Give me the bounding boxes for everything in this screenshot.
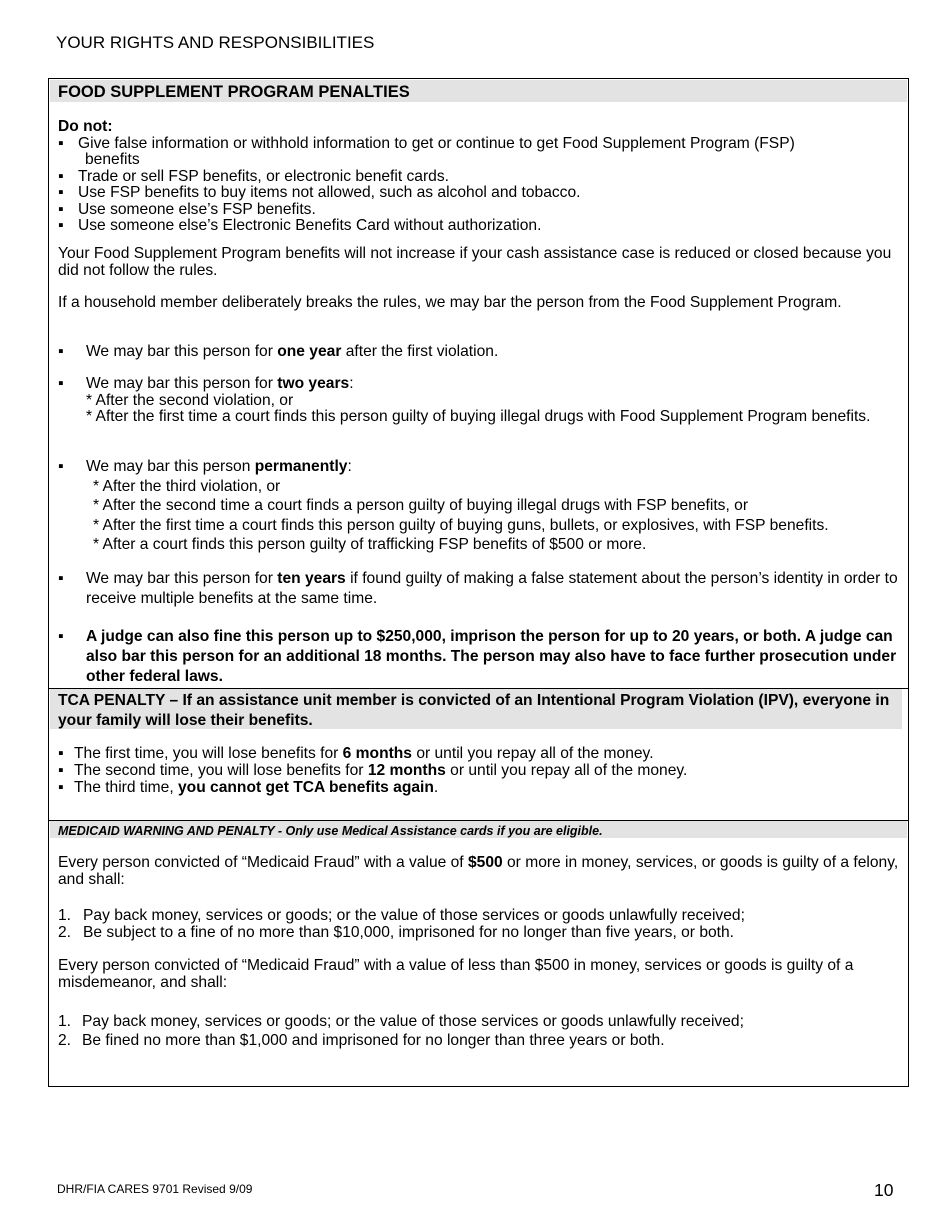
tca-list-block	[58, 745, 902, 796]
medicaid-section-heading: MEDICAID WARNING AND PENALTY - Only use Medical Assistance cards if you are eligible.	[50, 821, 907, 838]
list-item: 2. Be fined no more than $1,000 and imprisoned for no longer than three years or both.	[58, 1032, 665, 1049]
list-item: ▪ Use FSP benefits to buy items not allowed, such as alcohol and tobacco.	[58, 185, 902, 202]
list-item: ▪ Trade or sell FSP benefits, or electronic benefit cards.	[58, 169, 902, 186]
fsp-section-heading: FOOD SUPPLEMENT PROGRAM PENALTIES	[50, 80, 907, 102]
misdemeanor-list	[58, 1012, 902, 1050]
list-item: ▪ The first time, you will lose benefits for 6 months or until you repay all of the money.	[58, 745, 902, 762]
form-id: DHR/FIA CARES 9701 Revised 9/09	[57, 1182, 253, 1196]
list-item: 1. Pay back money, services or goods; or the value of those services or goods unlawfully received;	[58, 1013, 744, 1030]
misdemeanor-paragraph: Every person convicted of “Medicaid Fraud” with a value of less than $500 in money, services or goods is guilty of a misdemeanor, and shall:	[58, 957, 854, 991]
judge-penalty-item: ▪ A judge can also fine this person up to $250,000, imprison the person for up to 20 years, or both. A judge can also bar this person for an additional 18 months. The person may also have to face further prosecution under other federal laws.	[58, 628, 897, 685]
tca-section-heading: TCA PENALTY – If an assistance unit member is convicted of an Intentional Program Violation (IPV), everyone in your family will lose their benefits.	[50, 689, 902, 729]
bar-two-years-item: ▪ We may bar this person for two years: * After the second violation, or * After the first time a court finds this person guilty of buying illegal drugs with Food Supplement Program benefits.	[58, 375, 871, 425]
bar-permanently-item: ▪ We may bar this person permanently: * After the third violation, or * After the second time a court finds a person guilty of buying illegal drugs with FSP benefits, or * After the first time a court finds this person guilty of buying guns, bullets, or explosives, with FSP benefits. * After a court finds this person guilty of trafficking FSP benefits of $500 or more.	[58, 458, 829, 553]
benefits-not-increase-paragraph: Your Food Supplement Program benefits will not increase if your cash assistance case is reduced or closed because you did not follow the rules.	[58, 245, 892, 279]
do-not-label: Do not:	[58, 118, 113, 135]
felony-list	[58, 907, 902, 941]
list-item: ▪ Give false information or withhold information to get or continue to get Food Supplement Program (FSP) benefits	[58, 136, 902, 169]
list-item: 2. Be subject to a fine of no more than $10,000, imprisoned for no longer than five years, or both.	[58, 924, 735, 941]
page-title: YOUR RIGHTS AND RESPONSIBILITIES	[56, 33, 375, 52]
list-item: ▪ Use someone else’s Electronic Benefits Card without authorization.	[58, 218, 902, 235]
felony-paragraph: Every person convicted of “Medicaid Fraud” with a value of $500 or more in money, services, or goods is guilty of a felony, and shall:	[58, 854, 899, 888]
do-not-block	[58, 119, 902, 235]
list-item: ▪ The third time, you cannot get TCA benefits again.	[58, 779, 902, 796]
bar-ten-years-item: ▪ We may bar this person for ten years if found guilty of making a false statement about the person’s identity in order to receive multiple benefits at the same time.	[58, 570, 898, 607]
tca-list	[58, 745, 902, 796]
list-item: 1. Pay back money, services or goods; or the value of those services or goods unlawfully received;	[58, 907, 745, 924]
household-member-paragraph: If a household member deliberately breaks the rules, we may bar the person from the Food Supplement Program.	[58, 294, 842, 311]
list-item: ▪ The second time, you will lose benefits for 12 months or until you repay all of the money.	[58, 762, 902, 779]
do-not-list	[58, 136, 902, 235]
page-number: 10	[874, 1180, 894, 1200]
bar-one-year-item: ▪ We may bar this person for one year after the first violation.	[58, 343, 499, 360]
penalties-frame	[48, 78, 909, 1087]
list-item: ▪ Use someone else’s FSP benefits.	[58, 202, 902, 219]
